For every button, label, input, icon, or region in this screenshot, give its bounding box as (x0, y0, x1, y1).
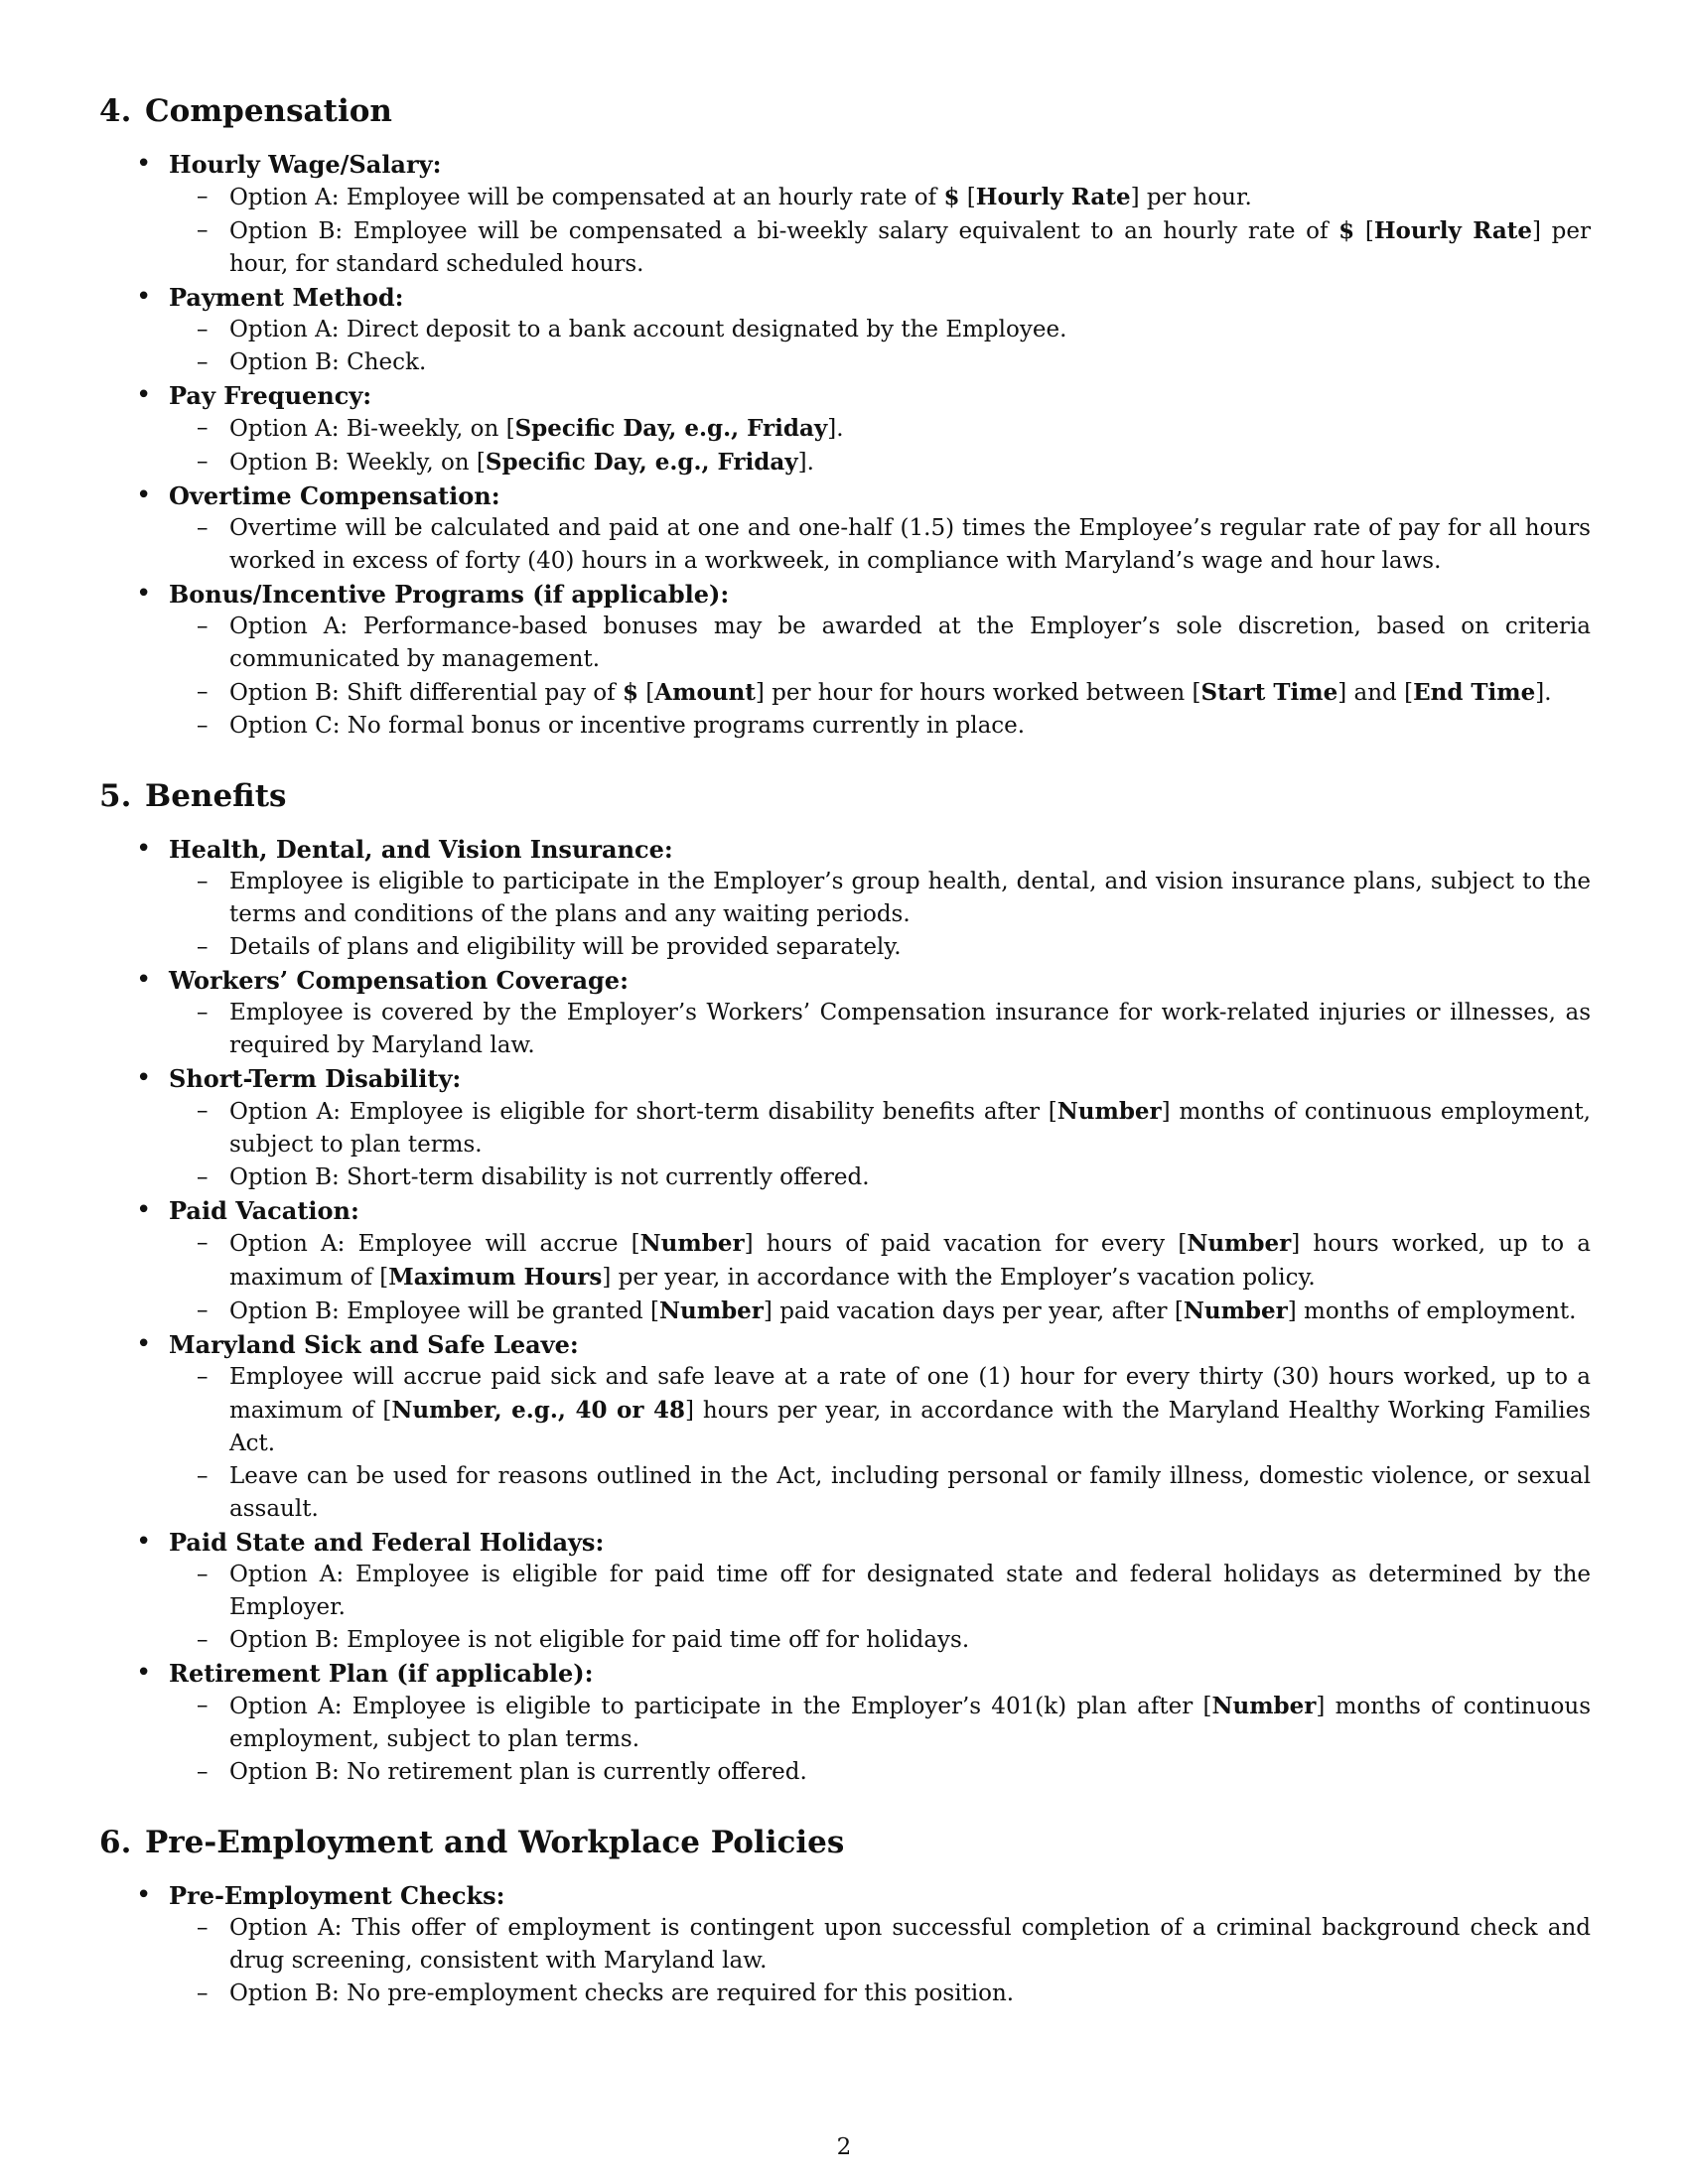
section-title: Pre-Employment and Workplace Policies (145, 1825, 845, 1860)
list-item (99, 1328, 1591, 1526)
page-number: 2 (836, 2134, 852, 2160)
option-text: ] months of employment. (1287, 1298, 1577, 1324)
list-item (99, 578, 1591, 743)
option-text: Leave can be used for reasons outlined in the Act, including personal or family illness, domestic violence, or sexual assault. (229, 1463, 1591, 1522)
item-list (99, 148, 1591, 743)
option-text: Overtime will be calculated and paid at one and one-half (1.5) times the Employee’s regular rate of pay for all hours worked in excess of forty (40) hours in a workweek, in compliance with Maryland’s wage and hour laws. (229, 515, 1591, 574)
option-text: Details of plans and eligibility will be provided separately. (229, 934, 902, 960)
option-item (169, 346, 1591, 379)
option-text: ] hours of paid vacation for every [ (744, 1231, 1188, 1257)
option-text: ] per hour for hours worked between [ (755, 680, 1201, 706)
placeholder-text: Number (1211, 1693, 1317, 1719)
list-item (99, 833, 1591, 964)
option-list (169, 997, 1591, 1062)
section-title: Benefits (145, 778, 287, 814)
list-item (99, 1657, 1591, 1789)
option-text: Option A: Employee will accrue [ (229, 1231, 640, 1257)
option-list (169, 412, 1591, 479)
item-title: • Pre-Employment Checks: (169, 1881, 505, 1910)
placeholder-text: Specific Day, e.g., Friday (514, 415, 828, 442)
placeholder-text: Number (658, 1297, 764, 1324)
option-item (169, 1912, 1591, 1978)
option-item (169, 512, 1591, 578)
placeholder-text: Amount (654, 679, 756, 706)
option-text: ]. (797, 450, 814, 476)
placeholder-text: Hourly Rate (975, 184, 1131, 210)
option-item (169, 446, 1591, 479)
option-list (169, 1690, 1591, 1789)
option-item (169, 1161, 1591, 1194)
placeholder-text: Number (639, 1230, 745, 1257)
item-title: • Retirement Plan (if applicable): (169, 1659, 594, 1688)
item-title: • Hourly Wage/Salary: (169, 150, 442, 179)
option-list (169, 1559, 1591, 1657)
option-text: ] paid vacation days per year, after [ (763, 1298, 1184, 1324)
item-title: • Short-Term Disability: (169, 1064, 462, 1093)
option-item (169, 1095, 1591, 1161)
section-heading (99, 776, 1591, 816)
placeholder-text: $ (622, 679, 638, 706)
option-list (169, 512, 1591, 578)
option-text: Option B: No retirement plan is currently offered. (229, 1759, 807, 1785)
list-item (99, 379, 1591, 479)
option-list (169, 314, 1591, 379)
option-item (169, 676, 1591, 710)
option-text: Option A: Direct deposit to a bank account designated by the Employee. (229, 317, 1067, 342)
placeholder-text: Hourly Rate (1373, 217, 1532, 244)
item-list (99, 1879, 1591, 2010)
item-title: • Overtime Compensation: (169, 481, 500, 510)
option-text: Option A: This offer of employment is contingent upon successful completion of a criminal background check and drug screening, consistent with Maryland law. (229, 1915, 1591, 1974)
option-text: ] months of continuous employment, subject to plan terms. (229, 1099, 1591, 1158)
document-page (99, 91, 1591, 2044)
list-item (99, 1062, 1591, 1194)
option-text: Option C: No formal bonus or incentive programs currently in place. (229, 713, 1026, 739)
placeholder-text: Number (1183, 1297, 1288, 1324)
option-text: ] per hour. (1130, 185, 1252, 210)
section-heading (99, 91, 1591, 131)
section (99, 776, 1591, 1789)
option-item (169, 1978, 1591, 2010)
list-item (99, 148, 1591, 281)
option-item (169, 1690, 1591, 1756)
option-item (169, 1295, 1591, 1328)
option-list (169, 1912, 1591, 2010)
list-item (99, 1194, 1591, 1328)
option-text: Employee is eligible to participate in the Employer’s group health, dental, and vision insurance plans, subject to the terms and conditions of the plans and any waiting periods. (229, 869, 1591, 927)
placeholder-text: Maximum Hours (388, 1264, 603, 1291)
placeholder-text: Number (1056, 1098, 1162, 1125)
option-item (169, 866, 1591, 931)
option-text: Option B: No pre-employment checks are required for this position. (229, 1980, 1015, 2006)
placeholder-text: $ (943, 184, 960, 210)
option-item (169, 412, 1591, 446)
list-item (99, 1526, 1591, 1657)
section (99, 1823, 1591, 2010)
option-list (169, 181, 1591, 281)
option-text: ] and [ (1337, 680, 1414, 706)
option-text: [ (637, 680, 655, 706)
option-list (169, 1227, 1591, 1328)
item-title: • Pay Frequency: (169, 381, 372, 410)
section-title: Compensation (145, 93, 392, 129)
option-text: [ (959, 185, 976, 210)
option-text: Option B: Employee is not eligible for paid time off for holidays. (229, 1627, 970, 1653)
option-text: ] months of continuous employment, subject to plan terms. (229, 1694, 1592, 1752)
section-number: 5. (99, 778, 132, 814)
placeholder-text: Number, e.g., 40 or 48 (391, 1397, 686, 1424)
option-text: Option B: Check. (229, 349, 427, 375)
option-text: ] per hour, for standard scheduled hours. (229, 218, 1591, 277)
option-text: Option A: Employee is eligible for short-term disability benefits after [ (229, 1099, 1057, 1125)
option-item (169, 1227, 1591, 1295)
option-item (169, 181, 1591, 214)
option-item (169, 710, 1591, 743)
option-item (169, 931, 1591, 964)
option-item (169, 1559, 1591, 1624)
placeholder-text: $ (1338, 217, 1355, 244)
option-item (169, 611, 1591, 676)
option-text: [ (1354, 218, 1374, 244)
list-item (99, 1879, 1591, 2010)
option-item (169, 1756, 1591, 1789)
option-text: ] hours per year, in accordance with the Maryland Healthy Working Families Act. (229, 1398, 1591, 1456)
option-text: Option B: Employee will be granted [ (229, 1298, 659, 1324)
item-title: • Paid State and Federal Holidays: (169, 1528, 605, 1557)
item-title: • Payment Method: (169, 283, 404, 312)
option-text: ]. (1535, 680, 1552, 706)
option-text: Employee will accrue paid sick and safe leave at a rate of one (1) hour for every thirty (30) hours worked, up to a maximum of [ (229, 1364, 1591, 1424)
item-title: • Bonus/Incentive Programs (if applicable): (169, 580, 730, 609)
list-item (99, 964, 1591, 1062)
option-text: Option B: Short-term disability is not currently offered. (229, 1164, 870, 1190)
placeholder-text: End Time (1413, 679, 1536, 706)
option-text: Option A: Performance-based bonuses may be awarded at the Employer’s sole discretion, based on criteria communicated by management. (229, 614, 1591, 672)
item-list (99, 833, 1591, 1789)
option-text: Option A: Employee will be compensated at an hourly rate of (229, 185, 944, 210)
option-text: ] per year, in accordance with the Employer’s vacation policy. (602, 1265, 1316, 1291)
item-title: • Health, Dental, and Vision Insurance: (169, 835, 673, 864)
list-item (99, 479, 1591, 578)
option-item (169, 997, 1591, 1062)
list-item (99, 281, 1591, 379)
option-text: ] hours worked, up to a maximum of [ (229, 1231, 1592, 1291)
option-text: Option B: Shift differential pay of (229, 680, 623, 706)
option-item (169, 1361, 1591, 1460)
option-item (169, 314, 1591, 346)
option-text: ]. (827, 416, 844, 442)
option-text: Option A: Employee is eligible for paid time off for designated state and federal holidays as determined by the Employer. (229, 1562, 1591, 1620)
item-title: • Maryland Sick and Safe Leave: (169, 1330, 579, 1359)
placeholder-text: Number (1187, 1230, 1292, 1257)
option-text: Option B: Employee will be compensated a bi-weekly salary equivalent to an hourly rate of (229, 218, 1339, 244)
item-title: • Paid Vacation: (169, 1196, 359, 1225)
option-text: Option A: Bi-weekly, on [ (229, 416, 515, 442)
option-item (169, 1460, 1591, 1526)
option-item (169, 214, 1591, 281)
placeholder-text: Specific Day, e.g., Friday (485, 449, 798, 476)
section-number: 6. (99, 1825, 132, 1860)
item-title: • Workers’ Compensation Coverage: (169, 966, 629, 995)
option-list (169, 611, 1591, 743)
section-number: 4. (99, 93, 132, 129)
option-list (169, 1095, 1591, 1194)
option-text: Employee is covered by the Employer’s Workers’ Compensation insurance for work-related injuries or illnesses, as required by Maryland law. (229, 1000, 1591, 1058)
option-item (169, 1624, 1591, 1657)
option-list (169, 1361, 1591, 1526)
section (99, 91, 1591, 743)
section-heading (99, 1823, 1591, 1862)
option-list (169, 866, 1591, 964)
option-text: Option B: Weekly, on [ (229, 450, 486, 476)
placeholder-text: Start Time (1200, 679, 1338, 706)
option-text: Option A: Employee is eligible to participate in the Employer’s 401(k) plan after [ (229, 1694, 1212, 1719)
